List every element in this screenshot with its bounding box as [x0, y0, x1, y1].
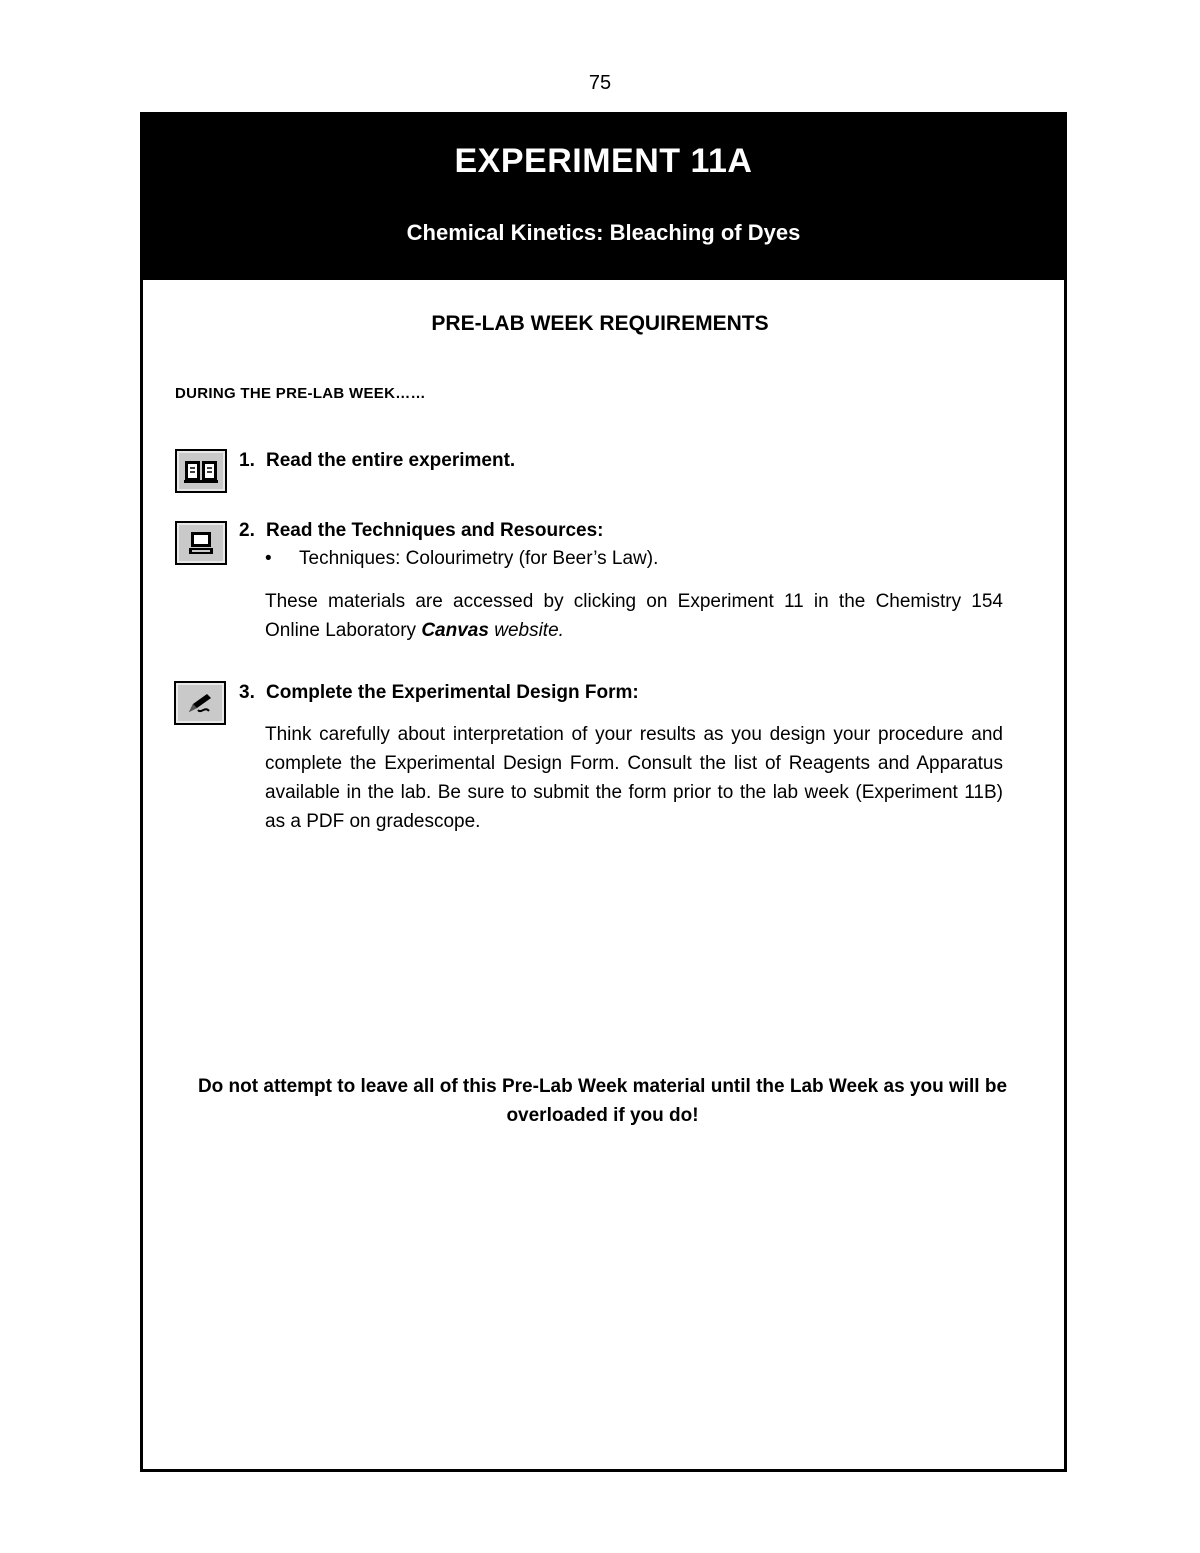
book-icon [175, 449, 227, 493]
materials-note [265, 587, 1003, 645]
step-2-title [239, 520, 604, 542]
step-2-label: Read the Techniques and Resources: [266, 520, 604, 541]
during-label: DURING THE PRE-LAB WEEK…… [175, 385, 426, 402]
warning-note: Do not attempt to leave all of this Pre-Lab Week material until the Lab Week as you will be overloaded if you do! [197, 1076, 1008, 1126]
step-2-number: 2. [239, 520, 255, 541]
bullet-dot-icon: • [265, 548, 272, 569]
pencil-icon [174, 681, 226, 725]
experiment-title: EXPERIMENT 11A [454, 142, 753, 180]
step-1-label: Read the entire experiment. [266, 450, 516, 471]
techniques-text: Techniques: Colourimetry (for Beer’s Law). [299, 548, 659, 569]
techniques-bullet [265, 548, 658, 570]
computer-icon [175, 521, 227, 565]
design-form-instructions: Think carefully about interpretation of your results as you design your procedure and complete the Experimental Design Form. Consult the list of Reagents and Apparatus available in the lab. Be sure to submit the form prior to the lab week (Experiment 11B) as a PDF on gradescope. [265, 724, 1003, 832]
website-word: website. [488, 620, 564, 641]
materials-note-text: These materials are accessed by clicking on Experiment 11 in the Chemistry 154 Online Laboratory [265, 591, 1003, 641]
step-1-title [239, 450, 515, 472]
experiment-banner [140, 112, 1067, 280]
step-3-number: 3. [239, 682, 255, 703]
step-3-title [239, 682, 639, 704]
experiment-subtitle: Chemical Kinetics: Bleaching of Dyes [406, 220, 801, 245]
page-number: 75 [588, 72, 612, 94]
step-1-number: 1. [239, 450, 255, 471]
canvas-word: Canvas [421, 620, 489, 641]
section-heading: PRE-LAB WEEK REQUIREMENTS [431, 312, 769, 335]
step-3-label: Complete the Experimental Design Form: [266, 682, 639, 703]
